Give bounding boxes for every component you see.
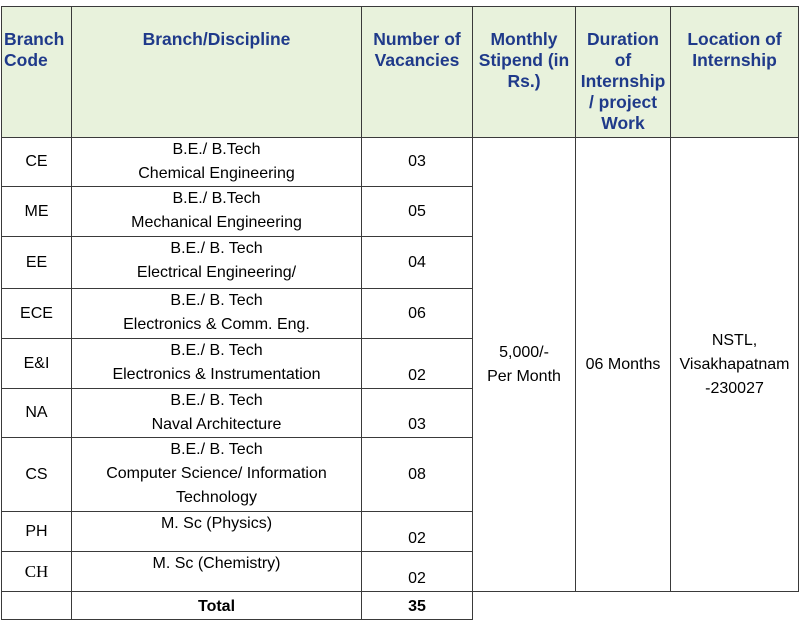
header-stipend: Monthly Stipend (in Rs.) xyxy=(473,7,576,138)
discipline: B.E./ B. Tech Electronics & Comm. Eng. xyxy=(72,289,362,339)
location-cell: NSTL, Visakhapatnam -230027 xyxy=(671,138,799,592)
discipline: B.E./ B.Tech Chemical Engineering xyxy=(72,138,362,187)
discipline: B.E./ B. Tech Electrical Engineering/ xyxy=(72,237,362,289)
total-label: Total xyxy=(72,592,362,620)
duration-cell: 06 Months xyxy=(576,138,671,592)
branch-code: EE xyxy=(2,237,72,289)
branch-code: E&I xyxy=(2,339,72,389)
branch-code: NA xyxy=(2,389,72,438)
vacancies: 08 xyxy=(362,438,473,512)
vacancies: 02 xyxy=(362,339,473,389)
branch-code: CS xyxy=(2,438,72,512)
header-row xyxy=(2,7,799,138)
vacancies: 06 xyxy=(362,289,473,339)
vacancies: 03 xyxy=(362,138,473,187)
header-duration: Duration of Internship / project Work xyxy=(576,7,671,138)
discipline: B.E./ B.Tech Mechanical Engineering xyxy=(72,187,362,237)
discipline: B.E./ B. Tech Computer Science/ Information Technology xyxy=(72,438,362,512)
vacancies: 02 xyxy=(362,552,473,592)
total-code-cell xyxy=(2,592,72,620)
branch-code: ECE xyxy=(2,289,72,339)
header-branch-code: Branch Code xyxy=(2,7,72,138)
header-vacancies: Number of Vacancies xyxy=(362,7,473,138)
branch-code: CE xyxy=(2,138,72,187)
table-row xyxy=(2,138,799,187)
stipend-cell: 5,000/- Per Month xyxy=(473,138,576,592)
total-row xyxy=(2,592,799,620)
discipline: M. Sc (Physics) xyxy=(72,512,362,552)
header-location: Location of Internship xyxy=(671,7,799,138)
vacancies: 05 xyxy=(362,187,473,237)
vacancies: 02 xyxy=(362,512,473,552)
discipline: B.E./ B. Tech Electronics & Instrumentation xyxy=(72,339,362,389)
branch-code: ME xyxy=(2,187,72,237)
vacancy-table xyxy=(1,6,799,620)
branch-code: PH xyxy=(2,512,72,552)
total-value: 35 xyxy=(362,592,473,620)
branch-code: CH xyxy=(2,552,72,592)
discipline: M. Sc (Chemistry) xyxy=(72,552,362,592)
vacancies: 04 xyxy=(362,237,473,289)
header-discipline: Branch/Discipline xyxy=(72,7,362,138)
discipline: B.E./ B. Tech Naval Architecture xyxy=(72,389,362,438)
vacancies: 03 xyxy=(362,389,473,438)
